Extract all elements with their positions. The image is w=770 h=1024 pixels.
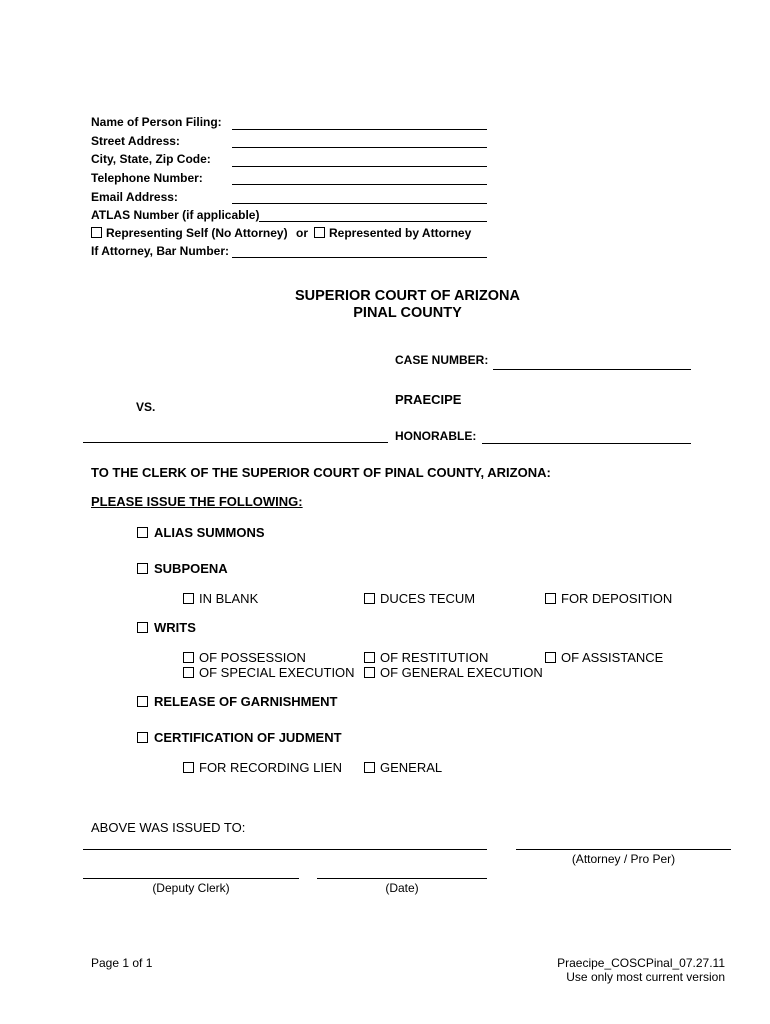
court-county: PINAL COUNTY [353,305,462,321]
general-label: GENERAL [380,760,443,775]
email-address-label: Email Address: [91,190,178,204]
name-of-person-filing-field[interactable] [232,129,487,130]
writs-checkbox[interactable] [137,622,148,633]
or-label: or [296,226,308,240]
for-deposition-label: FOR DEPOSITION [561,591,673,606]
party-name-field[interactable] [83,442,388,443]
issued-to-field[interactable] [83,849,487,850]
of-restitution-label: OF RESTITUTION [380,650,489,665]
certification-of-judment-label: CERTIFICATION OF JUDMENT [154,730,342,745]
date-caption: (Date) [385,881,419,895]
release-of-garnishment-checkbox[interactable] [137,696,148,707]
for-recording-lien-checkbox[interactable] [183,762,194,773]
deputy-clerk-caption: (Deputy Clerk) [152,881,230,895]
atlas-number-label: ATLAS Number (if applicable) [91,208,260,222]
city-state-zip-label: City, State, Zip Code: [91,152,211,166]
general-checkbox[interactable] [364,762,375,773]
of-assistance-checkbox[interactable] [545,652,556,663]
in-blank-checkbox[interactable] [183,593,194,604]
to-clerk-heading: TO THE CLERK OF THE SUPERIOR COURT OF PINAL COUNTY, ARIZONA: [91,465,551,480]
please-issue-heading: PLEASE ISSUE THE FOLLOWING: [91,494,303,509]
name-of-person-filing-label: Name of Person Filing: [91,115,222,129]
street-address-label: Street Address: [91,134,180,148]
release-of-garnishment-label: RELEASE OF GARNISHMENT [154,694,338,709]
represented-by-attorney-checkbox[interactable] [314,227,325,238]
city-state-zip-field[interactable] [232,166,487,167]
case-number-field[interactable] [493,369,691,370]
duces-tecum-checkbox[interactable] [364,593,375,604]
page-number: Page 1 of 1 [91,956,153,970]
version-note: Use only most current version [566,970,725,984]
honorable-label: HONORABLE: [395,429,477,443]
attorney-pro-per-caption: (Attorney / Pro Per) [571,852,676,866]
duces-tecum-label: DUCES TECUM [380,591,476,606]
of-general-execution-label: OF GENERAL EXECUTION [380,665,543,680]
of-possession-label: OF POSSESSION [199,650,306,665]
bar-number-label: If Attorney, Bar Number: [91,244,230,258]
date-field[interactable] [317,878,487,879]
subpoena-label: SUBPOENA [154,561,228,576]
case-number-label: CASE NUMBER: [395,353,489,367]
street-address-field[interactable] [232,147,487,148]
alias-summons-label: ALIAS SUMMONS [154,525,265,540]
representing-self-checkbox[interactable] [91,227,102,238]
of-special-execution-label: OF SPECIAL EXECUTION [199,665,355,680]
of-general-execution-checkbox[interactable] [364,667,375,678]
telephone-number-field[interactable] [232,184,487,185]
telephone-number-label: Telephone Number: [91,171,203,185]
writs-label: WRITS [154,620,196,635]
atlas-number-field[interactable] [259,221,487,222]
deputy-clerk-field[interactable] [83,878,299,879]
for-recording-lien-label: FOR RECORDING LIEN [199,760,343,775]
vs-label: VS. [136,400,156,414]
representing-self-label: Representing Self (No Attorney) [106,226,288,240]
praecipe-title: PRAECIPE [395,392,462,407]
honorable-field[interactable] [482,443,691,444]
attorney-pro-per-field[interactable] [516,849,731,850]
court-title: SUPERIOR COURT OF ARIZONA [294,288,521,304]
form-id: Praecipe_COSCPinal_07.27.11 [557,956,725,970]
for-deposition-checkbox[interactable] [545,593,556,604]
of-special-execution-checkbox[interactable] [183,667,194,678]
email-address-field[interactable] [232,203,487,204]
of-assistance-label: OF ASSISTANCE [561,650,664,665]
above-was-issued-to-label: ABOVE WAS ISSUED TO: [91,820,246,835]
of-restitution-checkbox[interactable] [364,652,375,663]
bar-number-field[interactable] [232,257,487,258]
subpoena-checkbox[interactable] [137,563,148,574]
represented-by-attorney-label: Represented by Attorney [329,226,472,240]
in-blank-label: IN BLANK [199,591,259,606]
alias-summons-checkbox[interactable] [137,527,148,538]
of-possession-checkbox[interactable] [183,652,194,663]
certification-of-judment-checkbox[interactable] [137,732,148,743]
